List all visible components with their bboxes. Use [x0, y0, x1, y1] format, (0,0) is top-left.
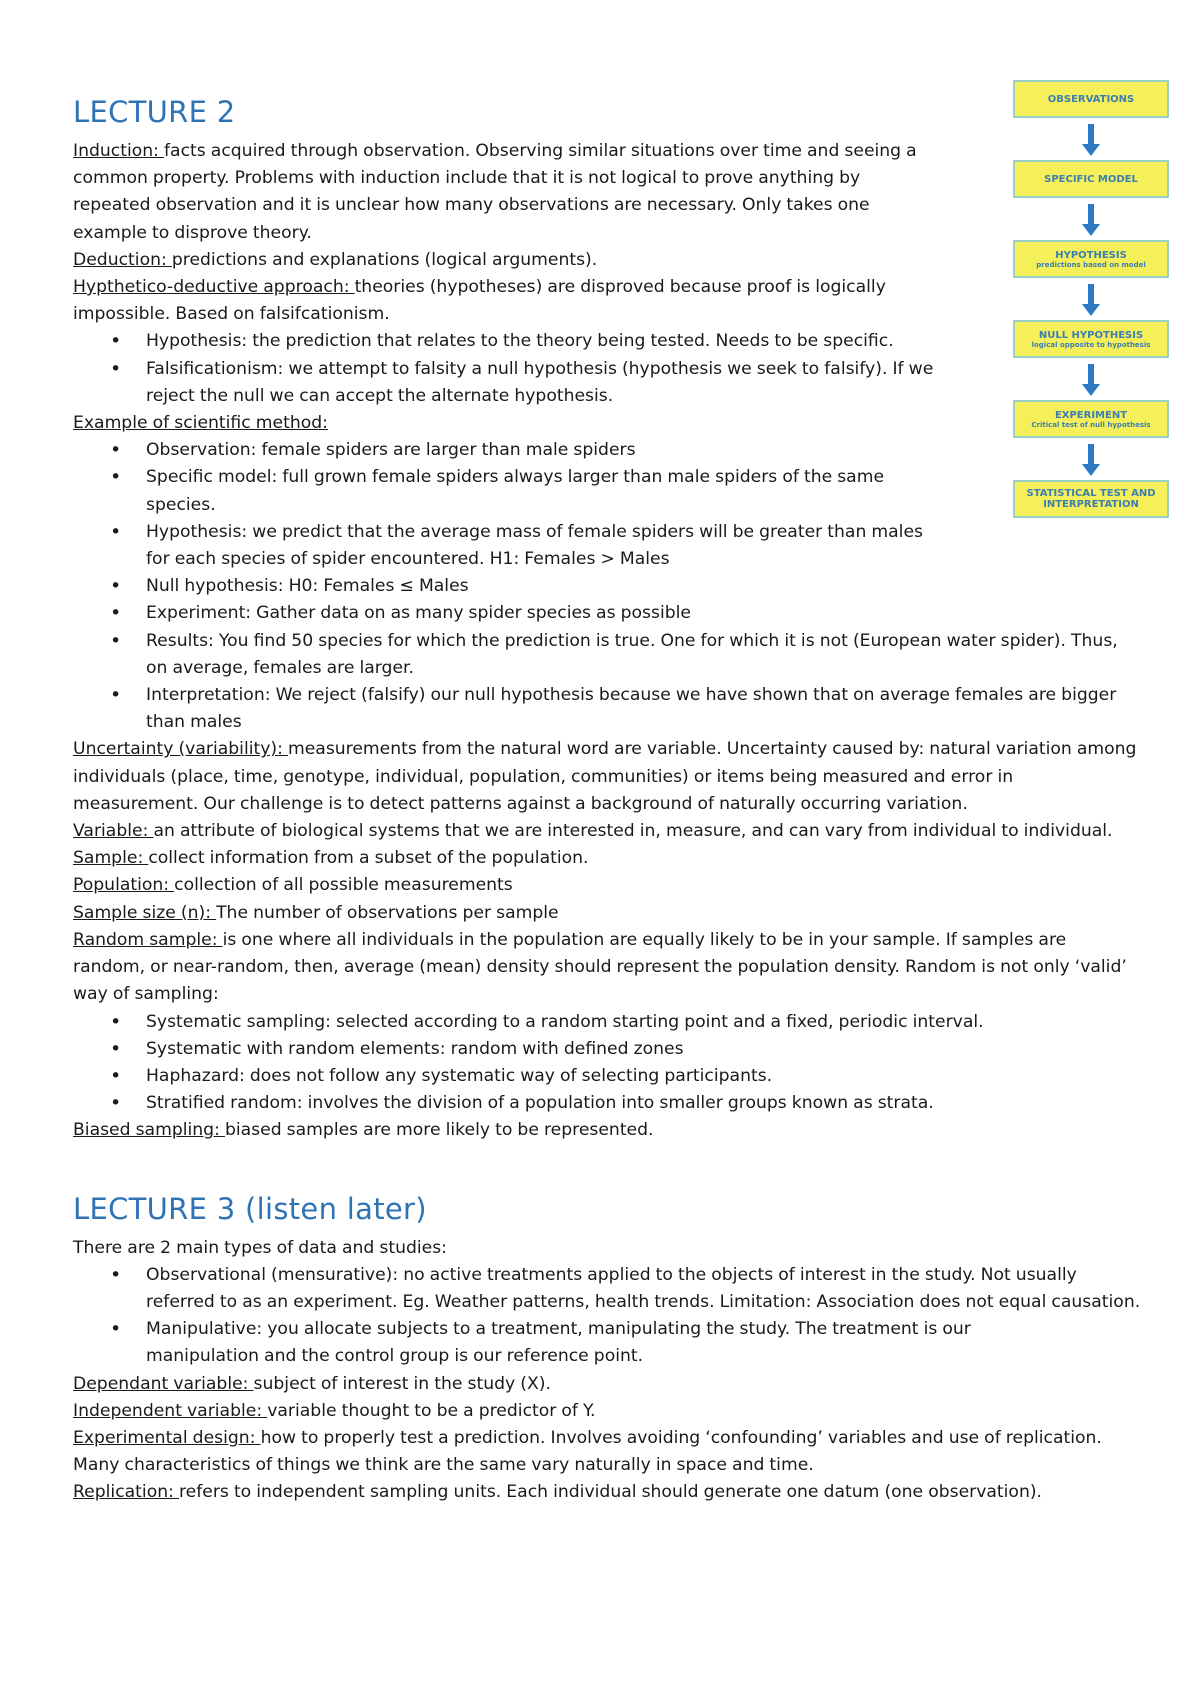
flow-step-experiment: EXPERIMENT Critical test of null hypothesis: [1013, 400, 1169, 438]
sample-size-paragraph: Sample size (n): The number of observations per sample: [73, 902, 559, 923]
hd-term: Hypthetico-deductive approach:: [73, 277, 355, 298]
flow-step-specific-model: SPECIFIC MODEL: [1013, 160, 1169, 198]
experimental-design-paragraph: Experimental design: how to properly test a prediction. Involves avoiding ‘confounding’ variables and use of replication.: [73, 1427, 1102, 1448]
induction-term: Induction:: [73, 141, 164, 161]
sampling-bullet-list: [73, 1009, 1143, 1118]
list-item: • Observational (mensurative): no active treatments applied to the objects of interest in the study. Not usually referred to as an experiment. Eg. Weather patterns, health trends. Limitation: Association does not equal causation.: [73, 1262, 1143, 1316]
document-page: [73, 92, 1143, 1507]
flow-step-statistical-test: STATISTICAL TEST AND INTERPRETATION: [1013, 480, 1169, 518]
lecture-3-intro: There are 2 main types of data and studies:: [73, 1237, 447, 1258]
hd-bullet-list: [73, 328, 963, 410]
list-item: • Systematic with random elements: random with defined zones: [73, 1036, 1143, 1063]
study-types-bullet-list: [73, 1262, 1143, 1371]
flow-step-observations: OBSERVATIONS: [1013, 80, 1169, 118]
characteristics-paragraph: Many characteristics of things we think are the same vary naturally in space and time.: [73, 1455, 814, 1476]
uncertainty-paragraph: Uncertainty (variability): measurements from the natural word are variable. Uncertainty caused by: natural variation among individuals (place, time, genotype, individual, population, communities) or items being measured and error in measurement. Our challenge is to detect patterns against a background of naturally occurring variation.: [73, 739, 1137, 814]
list-item: • Null hypothesis: H0: Females ≤ Males: [73, 573, 1143, 600]
deduction-paragraph: Deduction: predictions and explanations (logical arguments).: [73, 249, 598, 270]
flow-step-null-hypothesis: NULL HYPOTHESIS logical opposite to hypothesis: [1013, 320, 1169, 358]
deduction-term: Deduction:: [73, 249, 172, 270]
replication-paragraph: Replication: refers to independent sampling units. Each individual should generate one datum (one observation).: [73, 1482, 1043, 1503]
list-item: • Specific model: full grown female spiders always larger than male spiders of the same species.: [73, 464, 926, 518]
lecture-3-title: LECTURE 3 (listen later): [73, 1191, 427, 1226]
list-item: • Manipulative: you allocate subjects to a treatment, manipulating the study. The treatment is our manipulation and the control group is our reference point.: [73, 1316, 1143, 1370]
list-item: • Systematic sampling: selected according to a random starting point and a fixed, periodic interval.: [73, 1009, 1143, 1036]
list-item: • Stratified random: involves the division of a population into smaller groups known as strata.: [73, 1090, 1143, 1117]
random-sample-paragraph: Random sample: is one where all individuals in the population are equally likely to be in your sample. If samples are random, or near-random, then, average (mean) density should represent the population density. Random is not only ‘valid’ way of sampling:: [73, 929, 1127, 1005]
variable-paragraph: Variable: an attribute of biological systems that we are interested in, measure, and can vary from individual to individual.: [73, 821, 1113, 842]
hypothetico-deductive-paragraph: Hypthetico-deductive approach: theories (hypotheses) are disproved because proof is logically impossible. Based on falsifcationism.: [73, 277, 886, 325]
independent-variable-paragraph: Independent variable: variable thought to be a predictor of Y.: [73, 1400, 596, 1421]
example-heading: Example of scientific method:: [73, 413, 328, 434]
list-item: • Hypothesis: we predict that the average mass of female spiders will be greater than males for each species of spider encountered. H1: Females > Males: [73, 519, 926, 573]
sample-paragraph: Sample: collect information from a subset of the population.: [73, 848, 589, 869]
biased-sampling-paragraph: Biased sampling: biased samples are more likely to be represented.: [73, 1120, 654, 1141]
dependant-variable-paragraph: Dependant variable: subject of interest in the study (X).: [73, 1373, 551, 1394]
list-item: • Falsificationism: we attempt to falsity a null hypothesis (hypothesis we seek to falsify). If we reject the null we can accept the alternate hypothesis.: [73, 356, 963, 410]
population-paragraph: Population: collection of all possible measurements: [73, 875, 513, 896]
list-item: • Haphazard: does not follow any systematic way of selecting participants.: [73, 1063, 1143, 1090]
flow-step-hypothesis: HYPOTHESIS predictions based on model: [1013, 240, 1169, 278]
list-item: • Observation: female spiders are larger than male spiders: [73, 437, 1036, 464]
induction-paragraph: Induction: facts acquired through observation. Observing similar situations over time and seeing a common property. Problems with induction include that it is not logical to prove anything by repeated observation and it is unclear how many observations are necessary. Only takes one example to disprove theory.: [73, 141, 917, 243]
lecture-2-title: LECTURE 2: [73, 95, 236, 129]
list-item: • Hypothesis: the prediction that relates to the theory being tested. Needs to be specific.: [73, 328, 963, 355]
list-item: • Experiment: Gather data on as many spider species as possible: [73, 600, 1143, 627]
list-item: • Results: You find 50 species for which the prediction is true. One for which it is not (European water spider). Thus, on average, females are larger.: [73, 628, 1143, 682]
example-bullet-list: [73, 437, 1143, 736]
list-item: • Interpretation: We reject (falsify) our null hypothesis because we have shown that on average females are bigger than males: [73, 682, 1143, 736]
